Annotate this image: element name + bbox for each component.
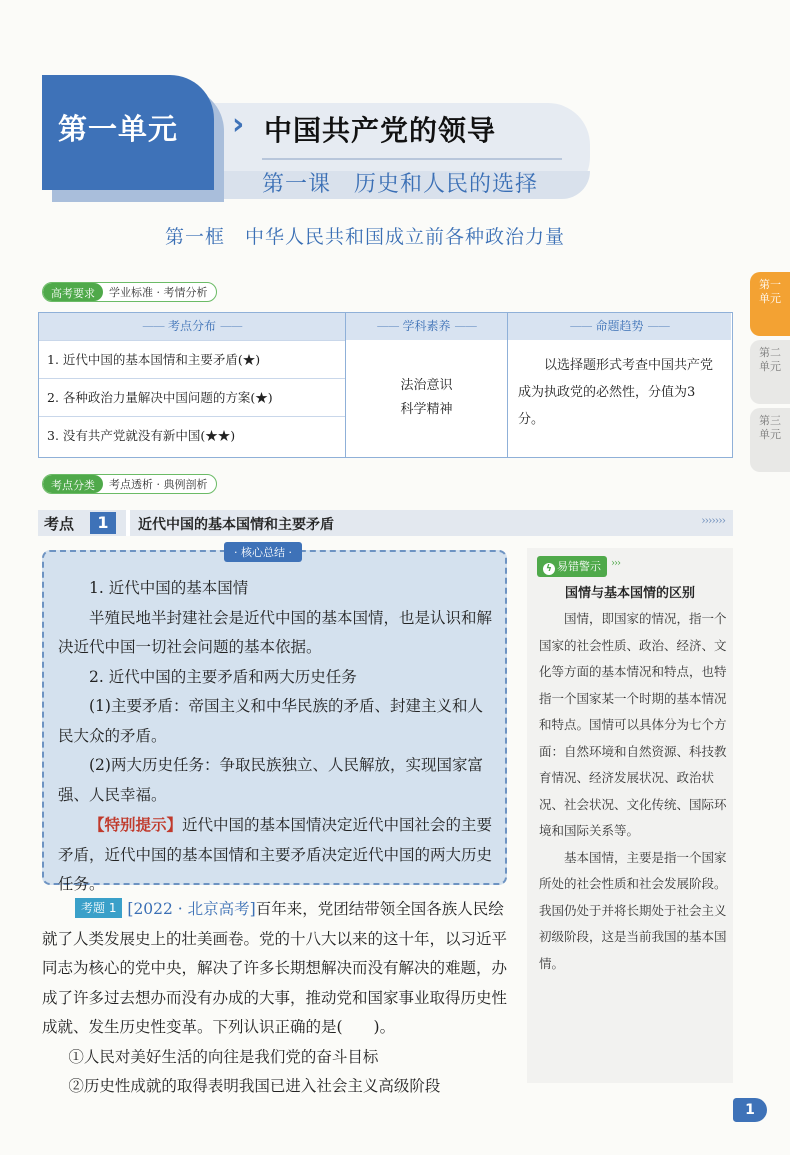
warning-tag-text: 易错警示 xyxy=(557,560,601,573)
page-title: 中国共产党的领导 xyxy=(264,114,497,147)
page-number: 1 xyxy=(733,1098,767,1122)
literacy-cell xyxy=(346,340,507,422)
point-label: 考点 xyxy=(44,515,75,533)
table-row: 1. 近代中国的基本国情和主要矛盾(★) xyxy=(39,340,345,378)
lesson-title: 第一课 历史和人民的选择 xyxy=(262,172,539,197)
table-row: 2. 各种政治力量解决中国问题的方案(★) xyxy=(39,378,345,416)
lightning-icon: ϟ xyxy=(543,563,555,575)
unit-badge xyxy=(42,75,214,190)
arrows-icon: ››››››› xyxy=(701,514,725,527)
column-header: —— 学科素养 —— xyxy=(346,313,507,340)
column-header: —— 命题趋势 —— xyxy=(508,313,731,340)
point-1-header xyxy=(38,510,733,536)
tab-label-line2: 单元 xyxy=(759,428,781,441)
example-question xyxy=(42,895,512,1102)
trend-column xyxy=(507,313,731,457)
arrows-icon: ››› xyxy=(611,558,620,569)
point-title: 近代中国的基本国情和主要矛盾 xyxy=(138,517,334,533)
tab-label-line2: 单元 xyxy=(759,292,781,305)
column-header-text: 考点分布 xyxy=(167,319,216,333)
requirements-pill xyxy=(42,282,217,302)
warning-title: 国情与基本国情的区别 xyxy=(564,586,695,601)
exam-requirements-table xyxy=(38,312,733,458)
column-header-text: 命题趋势 xyxy=(595,319,644,333)
column-header: —— 考点分布 —— xyxy=(39,313,345,340)
classification-tag: 考点分类 xyxy=(43,475,103,493)
core-summary-tag: · 核心总结 · xyxy=(224,542,302,562)
chevron-right-icon: › xyxy=(232,107,245,142)
divider xyxy=(126,510,130,536)
literacy-column xyxy=(345,313,507,457)
trend-cell: 以选择题形式考查中国共产党成为执政党的必然性，分值为3分。 xyxy=(518,358,714,427)
unit-label: 第一单元 xyxy=(58,112,179,146)
summary-heading: 1. 近代中国的基本国情 xyxy=(89,579,249,597)
special-tip xyxy=(58,810,498,900)
summary-heading: 2. 近代中国的主要矛盾和两大历史任务 xyxy=(89,667,357,686)
unit-header xyxy=(42,75,592,210)
warning-tag xyxy=(537,556,607,577)
classification-subtitle: 考点透析 · 典例剖析 xyxy=(109,478,208,491)
frame-title: 第一框 中华人民共和国成立前各种政治力量 xyxy=(165,226,566,248)
literacy-item: 科学精神 xyxy=(400,402,453,417)
warning-paragraph: 国情，即国家的情况，指一个国家的社会性质、政治、经济、文化等方面的基本情况和特点，也特指一个国家某一个时期的基本情况和特点。国情可以具体分为七个方面：自然环境和自然资源、科技教育情况、经济发展状况、政治状况、社会状况、文化传统、国际环境和国际关系等。 xyxy=(539,611,727,838)
requirements-tag: 高考要求 xyxy=(43,283,103,301)
special-tip-label: 【特别提示】 xyxy=(89,815,183,834)
column-header-text: 学科素养 xyxy=(402,319,451,333)
table-row: 3. 没有共产党就没有新中国(★★) xyxy=(39,416,345,454)
requirements-subtitle: 学业标准 · 考情分析 xyxy=(109,286,208,299)
question-tag: 考题 1 xyxy=(75,898,122,918)
tab-label-line1: 第三 xyxy=(759,414,781,427)
warning-paragraph: 基本国情，主要是指一个国家所处的社会性质和社会发展阶段。我国仍处于并将长期处于社会主义初级阶段，这是当前我国的基本国情。 xyxy=(539,849,727,971)
tab-label-line2: 单元 xyxy=(759,360,781,373)
summary-paragraph: 半殖民地半封建社会是近代中国的基本国情，也是认识和解决近代中国一切社会问题的基本依据。 xyxy=(58,608,493,656)
tab-unit-1[interactable] xyxy=(750,272,790,336)
warning-body xyxy=(539,606,729,977)
tab-unit-2[interactable] xyxy=(750,340,790,404)
literacy-item: 法治意识 xyxy=(400,378,453,393)
question-option: ②历史性成就的取得表明我国已进入社会主义高级阶段 xyxy=(68,1077,441,1095)
summary-paragraph: (2)两大历史任务：争取民族独立、人民解放，实现国家富强、人民幸福。 xyxy=(58,756,483,804)
warning-box xyxy=(527,548,733,1083)
point-number: 1 xyxy=(90,512,116,534)
tab-label-line1: 第一 xyxy=(759,278,781,291)
divider xyxy=(262,158,562,160)
tab-unit-3[interactable] xyxy=(750,408,790,472)
core-summary-body xyxy=(58,574,498,900)
points-column xyxy=(39,313,345,457)
question-source: [2022 · 北京高考] xyxy=(127,900,256,918)
special-tip-text: 近代中国的基本国情决定近代中国社会的主要矛盾，近代中国的基本国情和主要矛盾决定近代中国的两大历史任务。 xyxy=(58,816,493,893)
summary-paragraph: (1)主要矛盾：帝国主义和中华民族的矛盾、封建主义和人民大众的矛盾。 xyxy=(58,697,483,745)
question-option: ①人民对美好生活的向往是我们党的奋斗目标 xyxy=(68,1047,379,1066)
question-text: 百年来，党团结带领全国各族人民绘就了人类发展史上的壮美画卷。党的十八大以来的这十年，以习近平同志为核心的党中央，解决了许多长期想解决而没有解决的难题，办成了许多过去想办而没有办成的大事，推动党和国家事业取得历史性成就、发生历史性变革。下列认识正确的是( )。 xyxy=(42,900,508,1036)
core-summary-box xyxy=(42,546,507,893)
tab-label-line1: 第二 xyxy=(759,346,781,359)
question-stem xyxy=(42,895,512,1043)
classification-pill xyxy=(42,474,217,494)
